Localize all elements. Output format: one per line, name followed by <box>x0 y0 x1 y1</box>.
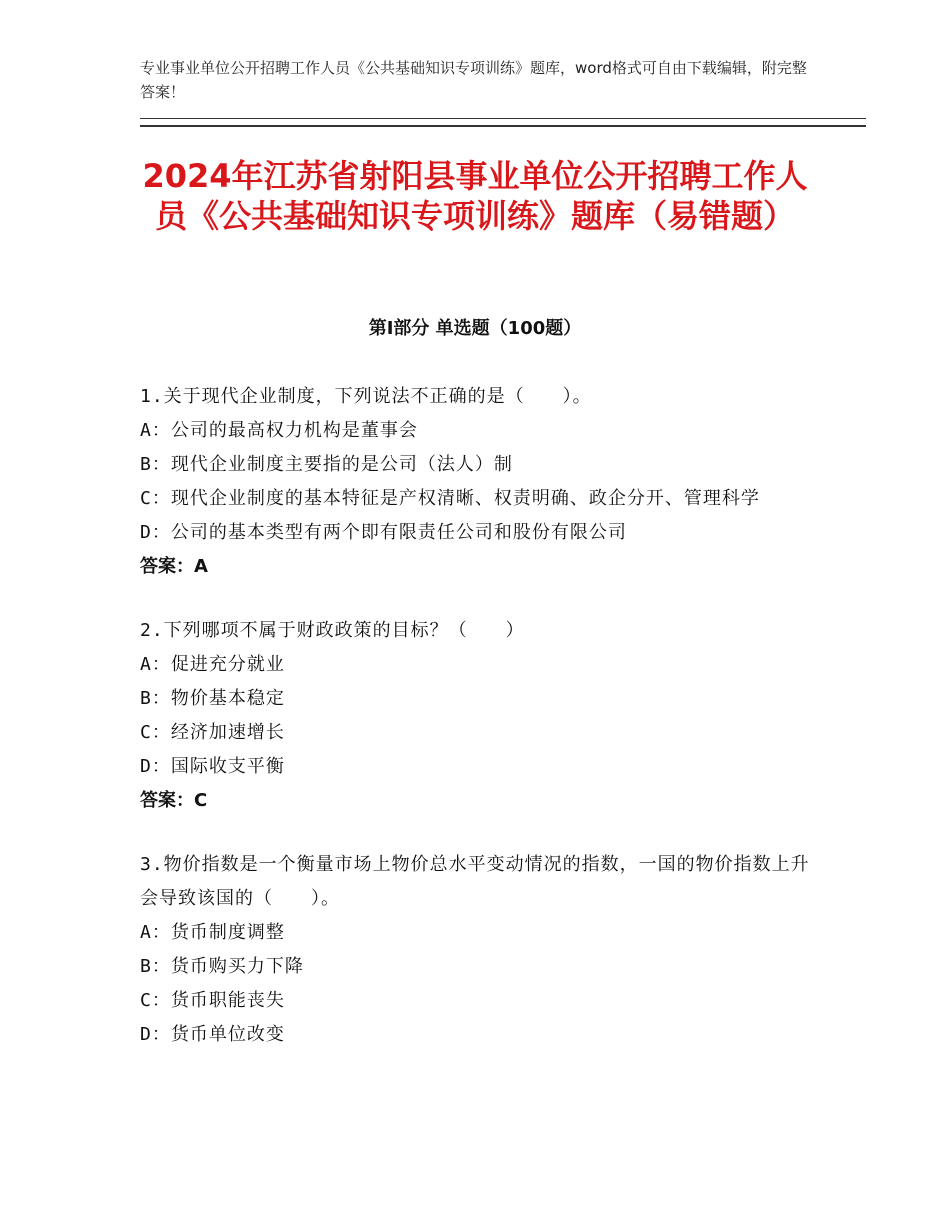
section-title: 第Ⅰ部分 单选题（100题） <box>368 318 582 339</box>
answer: 答案：A <box>140 556 208 577</box>
question-list <box>140 380 810 1082</box>
option-b: B：物价基本稳定 <box>140 688 285 709</box>
option-d: D：货币单位改变 <box>140 1024 285 1045</box>
option-c: C：现代企业制度的基本特征是产权清晰、权责明确、政企分开、管理科学 <box>140 488 760 509</box>
document-title: 2024年江苏省射阳县事业单位公开招聘工作人员《公共基础知识专项训练》题库（易错题） <box>142 157 808 235</box>
option-d: D：国际收支平衡 <box>140 756 285 777</box>
option-d: D：公司的基本类型有两个即有限责任公司和股份有限公司 <box>140 522 627 543</box>
question-2 <box>140 614 810 818</box>
header-note: 专业事业单位公开招聘工作人员《公共基础知识专项训练》题库，word格式可自由下载编辑，附完整答案！ <box>140 59 807 101</box>
answer: 答案：C <box>140 790 208 811</box>
option-a: A：促进充分就业 <box>140 654 285 675</box>
question-3 <box>140 848 810 1052</box>
option-a: A：公司的最高权力机构是董事会 <box>140 420 418 441</box>
question-stem: 2.下列哪项不属于财政政策的目标？（ ） <box>140 620 525 641</box>
option-c: C：经济加速增长 <box>140 722 285 743</box>
option-c: C：货币职能丧失 <box>140 990 285 1011</box>
question-1 <box>140 380 810 584</box>
question-stem: 1.关于现代企业制度，下列说法不正确的是（ ）。 <box>140 386 592 407</box>
question-stem: 3.物价指数是一个衡量市场上物价总水平变动情况的指数，一国的物价指数上升会导致该国的（ ）。 <box>140 854 810 909</box>
header-divider <box>140 118 866 127</box>
option-b: B：现代企业制度主要指的是公司（法人）制 <box>140 454 513 475</box>
option-a: A：货币制度调整 <box>140 922 285 943</box>
option-b: B：货币购买力下降 <box>140 956 304 977</box>
